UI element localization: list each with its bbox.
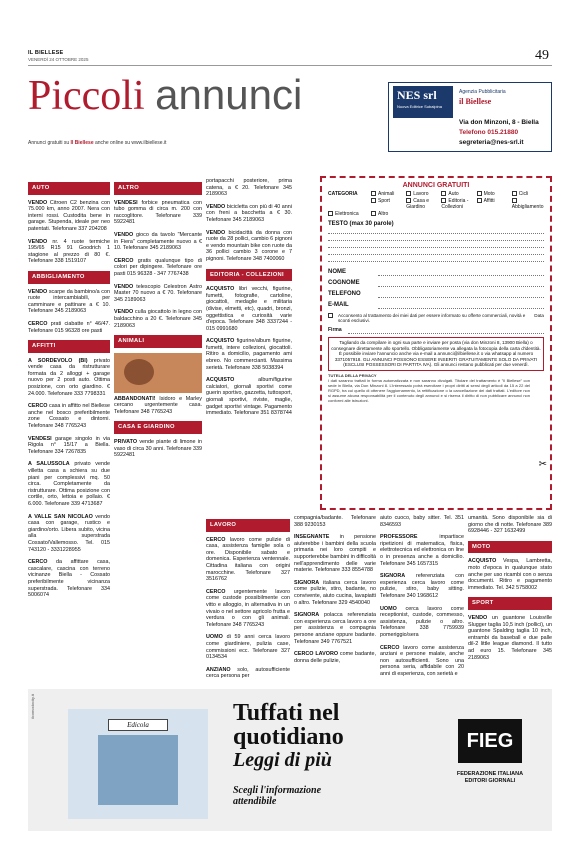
category-option[interactable] (371, 191, 403, 197)
ad-text: Vespa, Lambretta, moto d'epoca in qualunque stato anche per uso ricambi con o senza documenti. Ritiro e pagamento immediato. Tel. 342 5758002 (468, 558, 552, 591)
category-grid (328, 191, 544, 217)
ad-keyword: ACQUISTO (468, 558, 497, 565)
agency-email: segreteria@nes-srl.it (459, 139, 524, 146)
form-note: Tagliando da compilare in ogni sua parte e inviare per posta (via don Minzoni 8, 13900 Biella) o consegnare direttamente allo sportello. Obbligatoriamente va allegata la fotocopia della carta d'identità. È possibile inviare l'annuncio anche via e-mail a annunci@ilbiellese.it o via whatsapp al numero 3371057918. GLI ANNUNCI POSSONO ESSERE INSERITI GRATUITAMENTE SOLO DA PRIVATI (ESCLUSI POSSESSORI DI PARTITA IVA). Gli annunci restano pubblicati per due venerdì. (328, 337, 544, 371)
ad-text: in pensione aiuterebbe i bambini della scuola primaria nei loro compiti e supporterebbe bambini in difficoltà nell'apprendimento delle varie materie. Telefonare 333 8554788 (294, 534, 377, 574)
signature-row (328, 326, 544, 334)
agency-label: Agenzia Pubblicitaria (459, 89, 506, 95)
fieg-logo: FIEG (458, 719, 522, 763)
classified-ad (28, 403, 110, 429)
title-part2: annunci (155, 71, 303, 118)
ad-text: umanità. Sono disponibile sia di giorno che di notte. Telefonare 389 6928446 - 327 1632499 (468, 515, 552, 535)
category-option[interactable] (406, 191, 438, 197)
category-checkbox[interactable] (477, 191, 482, 196)
classified-ad (28, 514, 110, 554)
fieg-name (438, 771, 542, 785)
subline-post: anche online su www.ilbiellese.it (93, 140, 167, 146)
text-line[interactable] (328, 248, 544, 255)
category-checkbox[interactable] (371, 198, 376, 203)
form-field-row (328, 279, 544, 287)
classified-ad (294, 612, 376, 645)
signature-field[interactable] (348, 326, 544, 334)
classified-ad (28, 559, 110, 599)
ad-keyword: VENDO (114, 231, 134, 238)
form-field-row (328, 290, 544, 298)
signature-label: Firma (328, 327, 342, 333)
ad-keyword: ABBANDONATI! (114, 395, 156, 402)
classified-ad (380, 573, 464, 599)
fieg-name-1: FEDERAZIONE ITALIANA (456, 771, 524, 777)
classified-ad (294, 515, 376, 528)
category-checkbox[interactable] (441, 191, 446, 196)
ad-text: di 59 anni cerca lavoro come giardiniere, pulizia case, commissioni ecc. Telefonare 327 0134534 (206, 634, 290, 661)
ad-text: come badante, donna delle pulizie, (294, 651, 376, 664)
column-7 (468, 515, 552, 667)
classified-ad (468, 558, 552, 591)
column-2 (114, 178, 202, 465)
category-checkbox[interactable] (371, 191, 376, 196)
newsstand-sign: Edicola (108, 719, 168, 731)
consent-text: Acconsento al trattamento dei miei dati per essere informato su offerte commerciali, novità e sconti esclusivi. (338, 313, 526, 323)
subline-pre: Annunci gratuiti su (28, 140, 71, 146)
classified-ad (206, 230, 292, 263)
ad-text: bicicletta con più di 40 anni con freni a bacchetta a € 30. Telefonare 345 2189063 (206, 203, 292, 223)
agency-box (388, 82, 552, 152)
classified-ad (380, 645, 464, 678)
ad-tagline-2: attendibile (233, 796, 277, 807)
page-number: 49 (535, 48, 549, 63)
category-option[interactable] (441, 198, 473, 210)
classified-ad (206, 286, 292, 332)
form-fields (328, 268, 544, 309)
free-ads-form (320, 176, 552, 510)
kiosk-shape (98, 735, 178, 805)
classified-ad (28, 461, 110, 507)
field-label: E-MAIL (328, 302, 349, 308)
page-title (28, 70, 302, 121)
ad-text: Isidoro e Marley cercano urgentemente casa. Telefonare 348 7765243 (114, 395, 202, 415)
classified-ad (206, 178, 292, 198)
category-option[interactable] (512, 191, 544, 197)
classified-ad (206, 589, 290, 629)
ad-keyword: VENDO (28, 238, 48, 245)
category-checkbox[interactable] (328, 211, 333, 216)
ad-text: culla giocattolo in legno con baldacchino a 20 €. Telefonare 345 2189063 (114, 309, 202, 329)
testo-label: TESTO (max 30 parole) (328, 221, 394, 227)
ad-text: privato vende villetta casa a schiera su due piani per complessivi mq. 50 circa. Completamente da ristrutturare. Ottima posizione con cortile, orto, lettoia e pollaio. € 6.000. Telefonare 339 4713687 (28, 461, 110, 507)
ad-keyword: CERCO LAVORO (294, 651, 339, 658)
classified-ad (28, 289, 110, 315)
ad-keyword: CERCO (206, 588, 226, 595)
category-label-text: Animali (378, 191, 395, 197)
classified-ad (380, 534, 464, 567)
category-label-text: Casa e Giardino (406, 198, 430, 210)
text-line[interactable] (328, 255, 544, 262)
ad-text: urgentemente lavoro come custode possibilmente con vitto e alloggio, in alternativa in un vivaio o nel settore agricolo frutta e verdura o con gli animali. Telefonare 348 7765243 (206, 588, 290, 628)
classified-ad (114, 258, 202, 278)
ad-text: lavoro come assistenza anziani e persone malate, anche non autosufficienti. Sono una persona seria, affidabile con 20 anni di esperienza, con serietà e (380, 644, 464, 677)
column-1 (28, 178, 110, 605)
ad-text: scarpe da bambino/a con ruote intercambiabili, per camminare e pattinare a € 10. Telefonare 345 2189063 (28, 288, 110, 315)
ad-keyword: ACQUISTO (206, 377, 235, 384)
ad-keyword: CERCO (114, 257, 134, 264)
ad-keyword: PRIVATO (114, 439, 138, 446)
logo-sub: Nuova Editrice Subalpina (397, 104, 442, 109)
section-header: MOTO (468, 541, 552, 554)
ad-keyword: ACQUISTO (206, 338, 235, 345)
ad-headline (233, 701, 344, 749)
ad-text: cerca lavoro come receptionist, custode, commesso, assistenza, pulizie o altro. Telefonare 338 7759939 pomeriggio/sera (380, 605, 464, 638)
section-header: EDITORIA - COLLEZIONI (206, 269, 292, 282)
classified-ad (114, 439, 202, 459)
field-label: NOME (328, 269, 346, 275)
classified-ad (114, 232, 202, 252)
category-option[interactable] (512, 198, 544, 210)
ad-text: nr. 4 ruote termiche 195/65 R15 91 Goodrich 1 stagione al prezzo di 80 €. Telefonare 338 1519107 (28, 238, 110, 265)
ad-text: lavoro come pulizie di casa, assistenza famiglie sola o ore. Disponibile sabato e domenica. Esperienza ventennale. Cittadina italiana con origini marocchine. Telefonare 327 3516762 (206, 536, 290, 583)
agency-phone: Telefono 015.21880 (459, 129, 519, 136)
header-rule (28, 65, 552, 66)
ad-keyword: A VALLE SAN NICOLAO (28, 513, 93, 520)
classified-ad (380, 606, 464, 639)
ad-keyword: CERCO (380, 644, 400, 651)
category-checkbox[interactable] (477, 198, 482, 203)
classified-ad (380, 515, 464, 528)
section-header: CASA E GIARDINO (114, 421, 202, 434)
category-label-text: Auto (448, 191, 459, 197)
classified-ad (294, 580, 376, 606)
ad-keyword: UOMO (380, 605, 397, 612)
ad-text: prati ciabatte n° 46/47. Telefonare 015 96328 ore pasti (28, 320, 110, 334)
category-label-text: Lavoro (413, 191, 429, 197)
ad-headline-2: quotidiano (233, 724, 344, 750)
category-label-text: Cicli (518, 191, 529, 197)
ad-keyword: VENDESI (114, 199, 138, 206)
nes-logo (393, 86, 453, 118)
logo-text: NES srl (397, 88, 437, 102)
agency-brand: il Biellese (459, 97, 492, 106)
ad-keyword: CERCO (206, 536, 226, 543)
ad-keyword: VENDO (468, 614, 488, 621)
classified-ad (28, 436, 110, 456)
ad-keyword: VENDO (28, 288, 48, 295)
consent-checkbox[interactable] (328, 313, 333, 318)
ad-text: bicidacittà da donna con ruote da 28 pollici, cambio 6 pignoni e vendo mountain bike con ruote da 36 pollici cambio 3 corone e 7 pignoni. Telefonare 348 7400060 (206, 229, 293, 262)
category-label-text: Elettronica (335, 211, 359, 217)
column-3 (206, 178, 292, 423)
ad-tagline-1: Scegli l'informazione (233, 785, 322, 796)
classified-ad (206, 667, 290, 680)
classified-ad (114, 200, 202, 226)
field-label: COGNOME (328, 280, 360, 286)
ad-tagline (233, 785, 321, 807)
ad-keyword: SIGNORA (380, 573, 406, 580)
consent-row (328, 313, 544, 323)
category-checkbox[interactable] (512, 191, 517, 196)
ad-text: album/figurine calciatori, giornali sportivi come guerin sportivo, gazzetta, tuttosport, giornali sportivi, riviste, maglie, gadget sportivi vintage. Pagamento immediato. Telefonare 351 8378744 (206, 377, 292, 417)
ad-text: libri vecchi, figurine, fumetti, fotografie, cartoline, giocattoli, medaglie e militaria (divise, elmetti, etc), quadri, bronzi, oggettistica e curiosità varie d'epoca. Telefonare 348 3337244 - 015 0991680 (206, 286, 292, 332)
classified-ad (468, 515, 552, 535)
ad-keyword: A SALUSSOLA (28, 461, 70, 468)
classified-ad (206, 338, 292, 371)
category-option[interactable] (328, 211, 368, 217)
classified-ad (206, 634, 290, 660)
category-checkbox[interactable] (512, 198, 517, 203)
section-header: AFFITTI (28, 340, 110, 353)
ad-text: casa in affitto nel Biellese anche nel bosco preferibilmente zone Cossato e dintorni. Telefonare 348 7765243 (28, 403, 110, 430)
ad-keyword: SIGNORA (294, 579, 320, 586)
ad-credit: ilcomodocity.it (30, 694, 35, 719)
category-option[interactable] (477, 198, 509, 210)
column-4 (206, 515, 290, 686)
category-option[interactable] (371, 211, 403, 217)
ad-keyword: SIGNORA (294, 612, 320, 619)
ad-text: un guantone Louisville Slugger taglia 10,5 inch (pollici), un guantone Spalding taglia 10 inch, entrambi da baseball e due palle dil-2 little league diamond. Il tutto ad euro 15. Telefonare 345 2189063 (468, 614, 552, 661)
classified-ad (468, 615, 552, 661)
ad-keyword: VENDO (28, 199, 48, 206)
ad-keyword: UOMO (206, 634, 223, 641)
ad-keyword: VENDO (206, 229, 226, 236)
section-header: ANIMALI (114, 335, 202, 348)
category-option[interactable] (441, 191, 473, 197)
ad-keyword: VENDO (114, 309, 134, 316)
ad-keyword: VENDESI (28, 435, 52, 442)
category-label-text: Abbigliamento (511, 204, 544, 210)
ad-text: vendo casa con garage, rustico e giardino/orto. Libera subito, vicina alla superstrada Cossato/Vallemosso. Tel. 015 743120 - 3331228955 (28, 513, 110, 553)
form-field-row (328, 268, 544, 276)
ad-text: Citroen C2 benzina con 75.000 km, anno 2007. Nera con interni rossi. Custodita bene in garage. Stupenda, ideale per neo patentati. Telefonare 337 204208 (28, 199, 110, 232)
text-line[interactable] (328, 227, 544, 234)
category-option[interactable] (406, 198, 438, 210)
ad-keyword: CERCO (28, 559, 48, 566)
subline (28, 140, 166, 146)
field-label: TELEFONO (328, 291, 361, 297)
ad-keyword: CERCO (28, 320, 48, 327)
ad-text: solo, autosufficiente cerca persona per (206, 666, 290, 680)
agency-address: Via don Minzoni, 8 - Biella (459, 119, 539, 126)
ad-text: gratis qualunque tipo di colori per dipingere. Telefonare ore pasti 015 96328 - 347 7767438 (114, 257, 202, 277)
text-line[interactable] (328, 234, 544, 241)
classified-ad (206, 377, 292, 417)
ad-text: aiuto cuoco, baby sitter. Tel. 351 8346593 (380, 515, 464, 528)
classified-ad (28, 200, 110, 233)
ad-keyword: INSEGNANTE (294, 534, 330, 541)
classified-ad (28, 321, 110, 334)
ad-text: italiana cerca lavoro come pulizie, stiro, badante, no convivente, aiuto cucina, lavapiatti o altro. Telefonare 329 4540040 (294, 579, 376, 606)
category-label-text: Sport (378, 198, 390, 204)
newsstand-illustration (68, 709, 208, 819)
field-input[interactable] (378, 279, 544, 287)
ad-text: referenziata con esperienza cerca lavoro come pulizie, stiro, baby sitting. Telefonare 340 1968612 (380, 573, 464, 599)
classified-ad (114, 396, 202, 416)
animal-photo (114, 353, 202, 393)
form-field-row (328, 301, 544, 309)
classified-ad (114, 309, 202, 329)
section-header: LAVORO (206, 519, 290, 532)
title-part1: Piccoli (28, 73, 145, 119)
category-label-text: Editoria - Collezioni (441, 198, 469, 210)
section-header: SPORT (468, 597, 552, 610)
category-label: CATEGORIA (328, 191, 358, 197)
ad-headline-1: Tuffati nel (233, 700, 340, 726)
privacy-title: TUTELA DELLA PRIVACY (328, 372, 377, 378)
classified-ad (294, 534, 376, 574)
field-input[interactable] (378, 290, 544, 298)
fieg-advert (28, 689, 552, 831)
field-input[interactable] (378, 301, 544, 309)
subline-brand: Il Biellese (70, 140, 94, 146)
ad-subheadline: Leggi di più (233, 749, 332, 771)
form-title: ANNUNCI GRATUITI (402, 182, 470, 189)
classified-ad (28, 358, 110, 398)
ad-text: garage singolo in via Rigola n° 15/17 a Biella. Telefonare 334 7267835 (28, 435, 110, 455)
privacy-text: I dati saranno trattati in forma automatizzata e non saranno divulgati. Titolare del trattamento è "Il Biellese" con sede in Biella, via Don Minzoni 8. L'interessato potrà esercitare i propri diritti ai sensi degli articoli da 15 a 22 del RGPD, tra cui quello di ottenere l'aggiornamento, la rettificazione o la cancellazione dei dati trattati. L'editore non si assume alcuna responsabilità per il contenuto degli annunci e si riserva il diritto di non pubblicare annunci non conformi alle istruzioni. (328, 377, 530, 403)
ad-keyword: PROFESSORE (380, 534, 418, 541)
ad-keyword: VENDO (114, 283, 134, 290)
column-5 (294, 515, 376, 670)
text-line[interactable] (328, 241, 544, 248)
classified-ad (206, 204, 292, 224)
ad-keyword: CERCO (28, 403, 48, 410)
category-option[interactable] (477, 191, 509, 197)
category-label-text: Altro (378, 211, 389, 217)
date-label: Data (534, 313, 544, 318)
ad-text: compagnia/badante. Telefonare 388 9230153 (294, 515, 376, 528)
field-input[interactable] (378, 268, 544, 276)
ad-text: vende piante di limone in vaso di circa 30 anni. Telefonare 339 5922481 (114, 439, 202, 459)
ad-keyword: ACQUISTO (206, 286, 235, 293)
issue-date: VENERDÌ 24 OTTOBRE 2025 (28, 57, 89, 62)
category-checkbox[interactable] (406, 198, 411, 203)
ad-text: privato vende casa da ristrutturare formata da 2 alloggi + garage nuovo per 2 posti auto. Ottima posizione, con orto giardino. € 24.000. Telefonare 333 7798331 (28, 357, 110, 397)
category-checkbox[interactable] (406, 191, 411, 196)
classified-ad (206, 537, 290, 583)
fieg-name-2: EDITORI GIORNALI (464, 778, 516, 784)
ad-keyword: ANZIANO (206, 666, 231, 673)
section-header: ABBIGLIAMENTO (28, 271, 110, 284)
ad-text: forbice pneumatica con tubo gomma di circa m. 200 con raccoglitore. Telefonare 339 5922481 (114, 199, 202, 226)
section-header: ALTRO (114, 182, 202, 195)
column-6 (380, 515, 464, 683)
ad-keyword: VENDO (206, 203, 226, 210)
section-header: AUTO (28, 182, 110, 195)
classified-ad (294, 651, 376, 664)
classified-ad (114, 284, 202, 304)
ad-text: figurine/album figurine, fumetti, intere collezioni, giocattoli. Ritiro a domicilio, pagamento ami ebreo. No commercianti. Massima serietà. Telefonare 338 5038394 (206, 338, 292, 371)
category-checkbox[interactable] (441, 198, 446, 203)
privacy-block (328, 373, 544, 403)
ad-text: polacca referenziata con esperienza cerca lavoro a ore per assistenza e compagnia persone anziane oppure badante. Telefonare 349 7767521 (294, 612, 376, 645)
classified-ad (28, 239, 110, 265)
category-checkbox[interactable] (371, 211, 376, 216)
category-label-text: Moto (483, 191, 495, 197)
ad-keyword: A SORDEVOLO (BI) (28, 357, 88, 364)
ad-text: portapacchi posteriore, prima catena, a € 20. Telefonare 345 2189063 (206, 178, 292, 198)
scissors-icon: ✂ (538, 459, 547, 470)
publication-name: IL BIELLESE (28, 50, 64, 56)
ad-text: telescopio Celestron Astro Master 70 nuovo a € 70. Telefonare 345 2189063 (114, 283, 202, 303)
ad-text: gioco da tavolo "Mercante in Fiera" completamente nuovo a € 10. Telefonare 345 2189063 (114, 231, 202, 252)
ad-text: da affittare casa, cascalare, cascina con terreno vicinanze Biella - Cossato preferibilmente vicinanza superstrada. Telefonare 334 5006074 (28, 559, 110, 599)
ad-text: impartisce ripetizioni di matematica, fisica, elettrotecnica ed elettronica on line o in presenza anche a domicilio. Telefonare 345 1657315 (380, 534, 464, 567)
category-label-text: Affitti (483, 198, 495, 204)
category-option[interactable] (371, 198, 403, 210)
